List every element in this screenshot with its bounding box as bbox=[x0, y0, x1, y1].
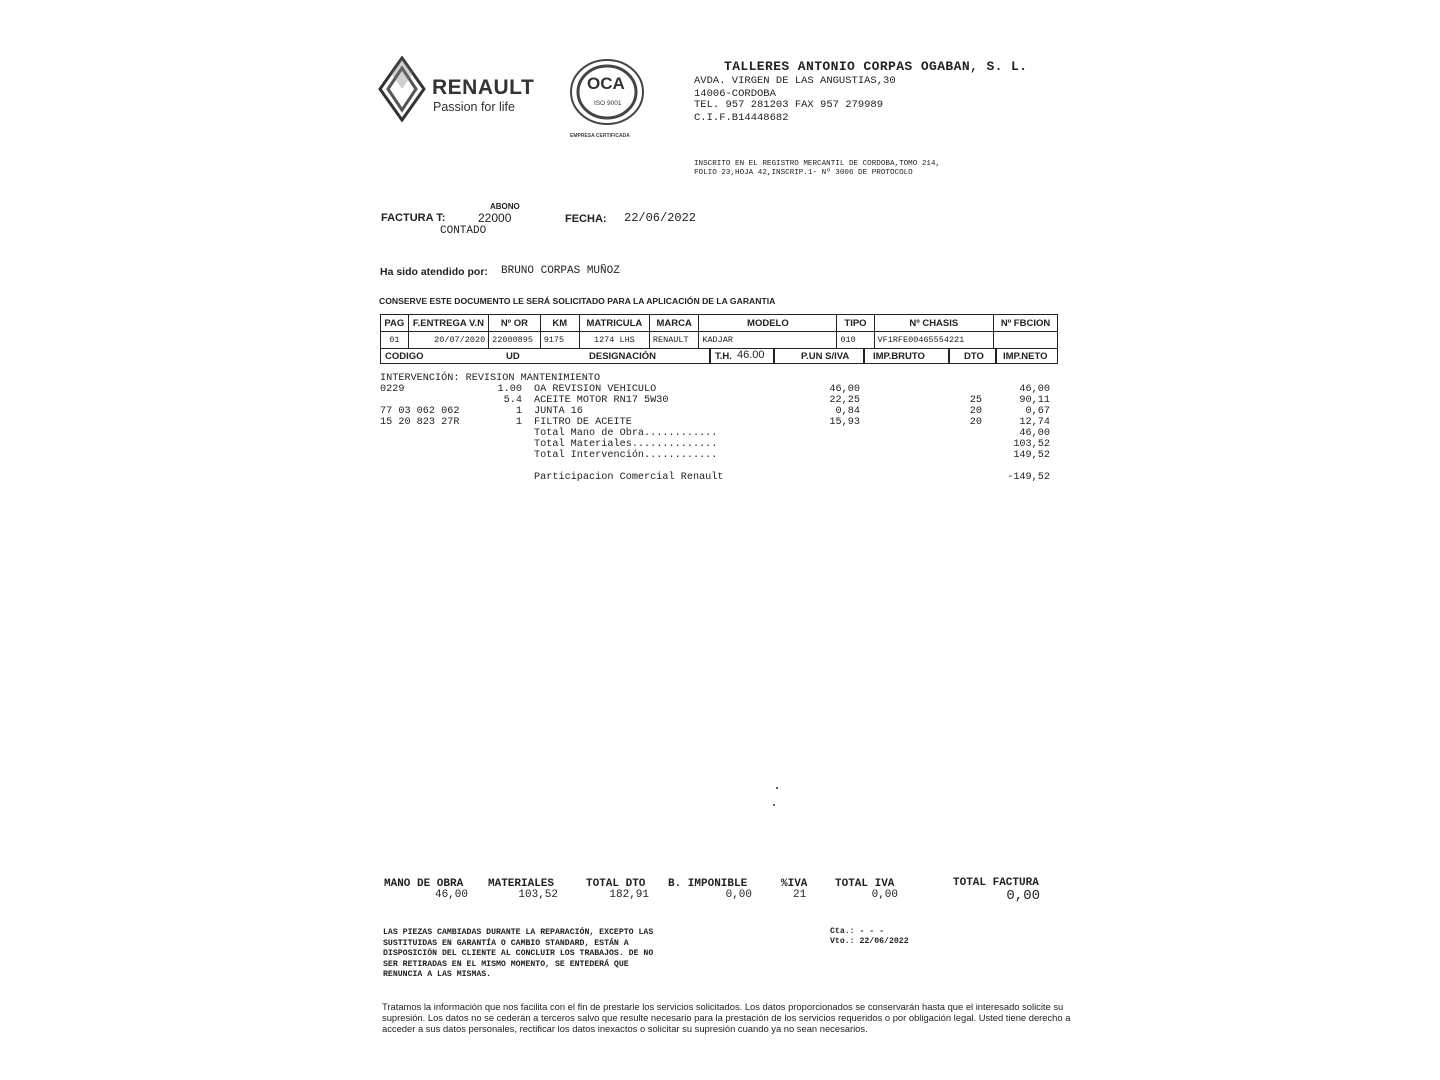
item-neto: 90,11 bbox=[1019, 395, 1050, 406]
company-address2: 14006-CORDOBA bbox=[694, 88, 776, 100]
item-neto: 12,74 bbox=[1019, 417, 1050, 428]
item-dto: 25 bbox=[969, 395, 982, 406]
col-modelo: MODELO bbox=[699, 315, 837, 332]
subtotal-value: 103,52 bbox=[1013, 439, 1050, 450]
col-marca: MARCA bbox=[649, 315, 698, 332]
cell-pag: 01 bbox=[381, 332, 409, 349]
parts-notice-line: SUSTITUIDAS EN GARANTÍA O CAMBIO STANDARD, ESTÁN A bbox=[383, 938, 629, 948]
b-imponible-value: 0,00 bbox=[725, 889, 752, 901]
fecha-value: 22/06/2022 bbox=[624, 211, 697, 225]
hdr-imp-neto: IMP.NETO bbox=[1003, 351, 1048, 362]
privacy-notice: Tratamos la información que nos facilita con el fin de prestarle los servicios solicitados. Los datos proporcionados se conservarán hasta que el interesado solicite su supresión. Los datos no se cederán a terceros salvo que resulte necesario para la prestación de los servicios requeridos o por obligación legal. Usted tiene derecho a acceder a sus datos personales, rectificar los datos inexactos o solicitar su supresión cuando ya no sean necesarios. bbox=[382, 1001, 1071, 1034]
registry-line1: INSCRITO EN EL REGISTRO MERCANTIL DE CORDOBA,TOMO 214, bbox=[694, 160, 941, 168]
cuenta-line: Cta.: - - - bbox=[830, 927, 885, 936]
hdr-th-value: 46.00 bbox=[737, 349, 765, 361]
iva-pct-value: 21 bbox=[793, 889, 807, 901]
subtotal-label: Total Mano de Obra............ bbox=[534, 428, 718, 439]
item-pun: 46,00 bbox=[829, 384, 860, 395]
cert-sub-text: ISO 9001 bbox=[594, 100, 622, 107]
renault-diamond-icon bbox=[378, 56, 426, 122]
renault-logo bbox=[378, 56, 538, 122]
item-neto: 46,00 bbox=[1019, 384, 1050, 395]
item-dto: 20 bbox=[969, 417, 982, 428]
parts-notice-line: RENUNCIA A LAS MISMAS. bbox=[383, 970, 492, 979]
item-designacion: JUNTA 16 bbox=[534, 406, 583, 417]
cell-tipo: 010 bbox=[837, 332, 874, 349]
item-pun: 0,84 bbox=[835, 406, 860, 417]
company-cif: C.I.F.B14448682 bbox=[694, 112, 789, 124]
cell-nor: 22000895 bbox=[489, 332, 541, 349]
factura-label: FACTURA T: bbox=[381, 212, 446, 224]
cell-marca: RENAULT bbox=[649, 332, 698, 349]
hdr-designacion: DESIGNACIÓN bbox=[589, 351, 657, 362]
col-fentrega: F.ENTREGA V.N bbox=[408, 315, 488, 332]
col-matricula: MATRICULA bbox=[579, 315, 649, 332]
col-pag: PAG bbox=[381, 315, 409, 332]
cell-km: 9175 bbox=[540, 332, 579, 349]
brand-slogan: Passion for life bbox=[433, 100, 515, 114]
total-dto-value: 182,91 bbox=[609, 889, 649, 901]
hdr-dto: DTO bbox=[964, 351, 984, 362]
participacion-value: -149,52 bbox=[1007, 472, 1050, 483]
hdr-ud: UD bbox=[506, 351, 520, 362]
parts-notice-line: LAS PIEZAS CAMBIADAS DURANTE LA REPARACIÓN, EXCEPTO LAS bbox=[383, 928, 654, 937]
item-designacion: ACEITE MOTOR RN17 5W30 bbox=[534, 395, 669, 406]
item-neto: 0,67 bbox=[1025, 406, 1050, 417]
total-factura-label: TOTAL FACTURA bbox=[953, 877, 1039, 889]
col-fbcion: Nº FBCION bbox=[994, 315, 1058, 332]
item-designacion: FILTRO DE ACEITE bbox=[534, 417, 632, 428]
payment-method: CONTADO bbox=[440, 225, 487, 237]
items-header bbox=[380, 348, 1058, 364]
parts-notice-line: SER RETIRADAS EN EL MISMO MOMENTO, SE ENTEDERÁ QUE bbox=[383, 959, 629, 969]
abono-label: ABONO bbox=[490, 202, 520, 211]
subtotal-label: Total Intervención............ bbox=[534, 450, 718, 461]
keep-document-notice: CONSERVE ESTE DOCUMENTO LE SERÁ SOLICITADO PARA LA APLICACIÓN DE LA GARANTIA bbox=[379, 296, 776, 306]
materiales-label: MATERIALES bbox=[488, 878, 555, 890]
item-ud: 5.4 bbox=[503, 395, 522, 406]
cell-modelo: KADJAR bbox=[699, 332, 837, 349]
item-dto: 20 bbox=[969, 406, 982, 417]
vehicle-header-row bbox=[381, 315, 1058, 332]
subtotal-label: Total Materiales.............. bbox=[534, 439, 718, 450]
item-pun: 22,25 bbox=[829, 395, 860, 406]
company-phones: TEL. 957 281203 FAX 957 279989 bbox=[694, 99, 884, 111]
company-name: TALLERES ANTONIO CORPAS OGABAN, S. L. bbox=[724, 59, 1028, 74]
company-address1: AVDA. VIRGEN DE LAS ANGUSTIAS,30 bbox=[694, 75, 896, 87]
mano-obra-label: MANO DE OBRA bbox=[384, 878, 464, 890]
vencimiento-line: Vto.: 22/06/2022 bbox=[830, 937, 909, 946]
materiales-value: 103,52 bbox=[518, 889, 558, 901]
total-iva-label: TOTAL IVA bbox=[835, 878, 895, 890]
attended-label: Ha sido atendido por: bbox=[380, 266, 488, 278]
item-codigo: 15 20 823 27R bbox=[380, 417, 460, 428]
item-pun: 15,93 bbox=[829, 417, 860, 428]
hdr-codigo: CODIGO bbox=[385, 351, 424, 362]
col-nor: Nº OR bbox=[489, 315, 541, 332]
total-iva-value: 0,00 bbox=[871, 889, 898, 901]
registry-line2: FOLIO 23,HOJA 42,INSCRIP.1- Nº 3006 DE PROTOCOLO bbox=[694, 169, 913, 177]
parts-notice-line: DISPOSICIÓN DEL CLIENTE AL CONCLUIR LOS TRABAJOS. DE NO bbox=[383, 949, 654, 958]
vehicle-table bbox=[380, 314, 1058, 349]
cell-matricula: 1274 LHS bbox=[579, 332, 649, 349]
subtotal-value: 46,00 bbox=[1019, 428, 1050, 439]
col-tipo: TIPO bbox=[837, 315, 874, 332]
certification-seal bbox=[568, 58, 648, 142]
fecha-label: FECHA: bbox=[565, 213, 607, 225]
b-imponible-label: B. IMPONIBLE bbox=[668, 878, 748, 890]
item-codigo: 0229 bbox=[380, 384, 405, 395]
col-chasis: Nº CHASIS bbox=[874, 315, 994, 332]
hdr-pun: P.UN S/IVA bbox=[801, 351, 850, 362]
cert-main-text: OCA bbox=[587, 74, 625, 93]
mano-obra-value: 46,00 bbox=[434, 889, 468, 901]
factura-number: 22000 bbox=[478, 211, 512, 225]
item-ud: 1.00 bbox=[497, 384, 522, 395]
parts-notice bbox=[383, 928, 653, 981]
cell-fentrega: 20/07/2020 bbox=[408, 332, 488, 349]
attended-value: BRUNO CORPAS MUÑOZ bbox=[501, 265, 620, 277]
cell-chasis: VF1RFE00465554221 bbox=[874, 332, 994, 349]
col-km: KM bbox=[540, 315, 579, 332]
certification-seal-icon bbox=[568, 58, 648, 130]
hdr-th-label: T.H. bbox=[715, 351, 732, 362]
total-dto-label: TOTAL DTO bbox=[586, 878, 646, 890]
item-designacion: OA REVISION VEHICULO bbox=[534, 384, 657, 395]
subtotal-value: 149,52 bbox=[1013, 450, 1050, 461]
cell-fbcion bbox=[994, 332, 1058, 349]
item-ud: 1 bbox=[515, 417, 522, 428]
item-ud: 1 bbox=[515, 406, 522, 417]
total-factura-value: 0,00 bbox=[1006, 888, 1040, 904]
hdr-imp-bruto: IMP.BRUTO bbox=[873, 351, 925, 362]
brand-name: RENAULT bbox=[432, 76, 535, 99]
iva-pct-label: %IVA bbox=[781, 878, 808, 890]
vehicle-value-row bbox=[381, 332, 1058, 349]
participacion-label: Participacion Comercial Renault bbox=[534, 472, 724, 483]
intervention-title: INTERVENCIÓN: REVISION MANTENIMIENTO bbox=[380, 373, 601, 384]
cert-caption: EMPRESA CERTIFICADA bbox=[570, 133, 630, 139]
item-codigo: 77 03 062 062 bbox=[380, 406, 460, 417]
